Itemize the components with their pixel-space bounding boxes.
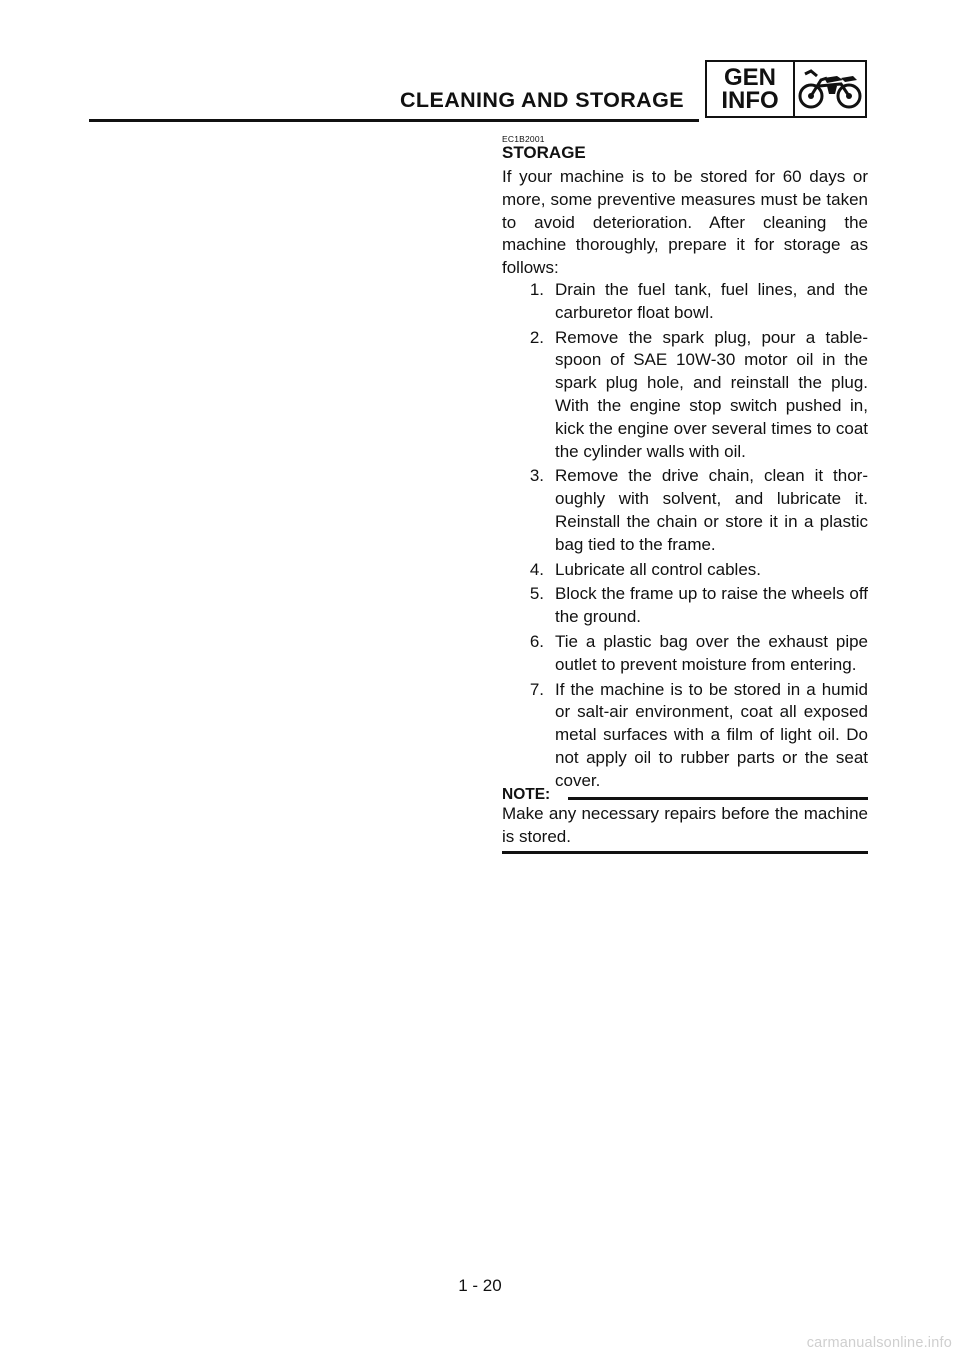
step-text: Lubricate all control cables. — [555, 559, 762, 579]
step-number: 5. — [529, 584, 544, 604]
step-text: Tie a plastic bag over the exhaust pipe outlet to prevent moisture from entering. — [555, 631, 868, 674]
list-item — [502, 559, 868, 582]
list-item — [502, 679, 868, 793]
badge-text — [707, 62, 795, 116]
list-item — [502, 631, 868, 677]
step-number: 1. — [529, 280, 544, 299]
list-item — [502, 583, 868, 629]
section-code: EC1B2001 — [502, 134, 545, 144]
step-number: 2. — [529, 327, 544, 347]
intro-paragraph: If your machine is to be stored for 60 days or more, some preventive measures must be taken to avoid deterioration. After cleaning the machine thoroughly, prepare it for storage as follows: — [502, 167, 868, 278]
list-item — [502, 465, 868, 556]
step-text: Block the frame up to raise the wheels off the ground. — [555, 584, 868, 627]
badge-line-info: INFO — [721, 87, 779, 114]
watermark-link[interactable]: carmanualsonline.info — [806, 1335, 952, 1351]
note-text: Make any necessary repairs before the machine is stored. — [502, 804, 868, 846]
step-text: If the machine is to be stored in a humid or salt-air environment, coat all exposed metal surfaces with a film of light oil. Do not apply oil to rubber parts or the seat cover. — [555, 679, 868, 790]
header-rule — [89, 119, 699, 122]
step-text: Remove the spark plug, pour a table-spoon of SAE 10W-30 motor oil in the spark plug hole, and reinstall the plug. With the engine stop switch pushed in, kick the engine over several times to coat the cylinder walls with oil. — [555, 327, 868, 461]
page-number: 1 - 20 — [458, 1276, 502, 1295]
step-number: 6. — [529, 631, 544, 651]
step-text: Remove the drive chain, clean it thor-oughly with solvent, and lubricate it. Reinstall the chain or store it in a plastic bag tied to the frame. — [555, 466, 868, 554]
section-badge — [705, 60, 867, 118]
storage-steps-list — [502, 279, 868, 795]
note-rule-top — [568, 797, 868, 800]
badge-line-gen: GEN — [723, 64, 776, 91]
step-number: 7. — [529, 679, 544, 699]
step-number: 3. — [529, 466, 544, 486]
motorcycle-icon — [795, 62, 865, 116]
section-heading: STORAGE — [502, 143, 586, 162]
list-item — [502, 327, 868, 464]
step-number: 4. — [529, 559, 544, 579]
note-rule-bottom — [502, 851, 868, 854]
page-header-title: CLEANING AND STORAGE — [400, 88, 684, 112]
list-item — [502, 279, 868, 325]
step-text: Drain the fuel tank, fuel lines, and the carburetor float bowl. — [555, 280, 868, 322]
note-label: NOTE: — [502, 786, 551, 803]
